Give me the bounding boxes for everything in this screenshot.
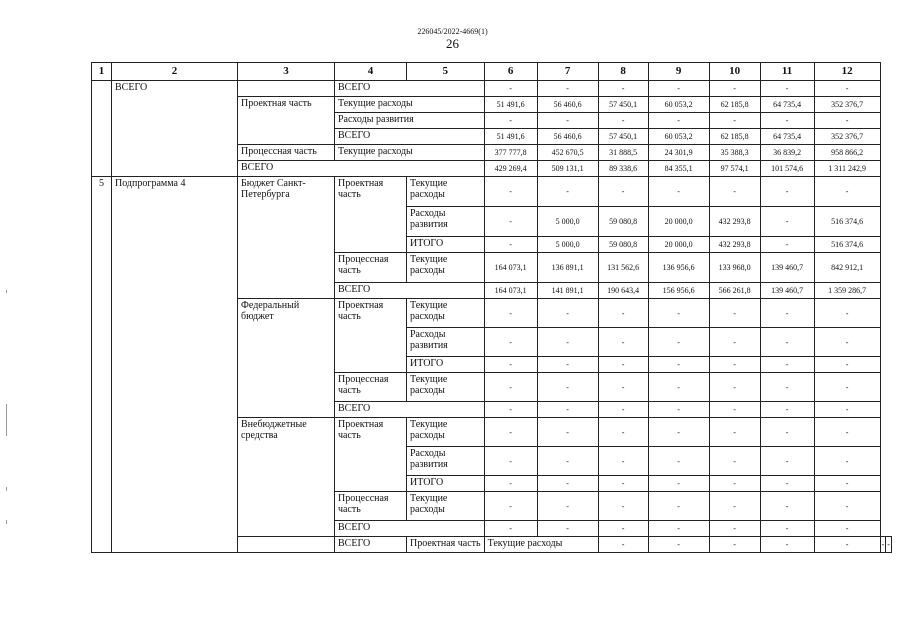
value-cell: - — [598, 81, 648, 97]
value-cell: - — [709, 81, 760, 97]
value-cell: 56 460,6 — [537, 129, 598, 145]
value-cell: - — [814, 177, 880, 207]
value-cell: - — [484, 492, 537, 521]
value-cell: 452 670,5 — [537, 145, 598, 161]
value-cell: - — [484, 373, 537, 402]
value-cell: - — [484, 402, 537, 418]
table-row — [92, 177, 892, 207]
value-cell: 59 080,8 — [598, 207, 648, 237]
col-header: 9 — [648, 63, 709, 81]
budget-table — [91, 62, 892, 553]
col-header: 12 — [814, 63, 880, 81]
value-cell: - — [598, 373, 648, 402]
value-cell: 432 293,8 — [709, 207, 760, 237]
value-cell: - — [648, 373, 709, 402]
expense-type: Текущие расходы — [407, 418, 485, 447]
value-cell: - — [709, 476, 760, 492]
value-cell: - — [598, 476, 648, 492]
value-cell: - — [760, 492, 814, 521]
part-label: Проектная часть — [335, 418, 407, 492]
value-cell: 101 574,6 — [760, 161, 814, 177]
col-header: 8 — [598, 63, 648, 81]
value-cell: - — [709, 113, 760, 129]
value-cell: 57 450,1 — [598, 97, 648, 113]
value-cell: - — [648, 113, 709, 129]
value-cell: 5 000,0 — [537, 237, 598, 253]
expense-type: Текущие расходы — [484, 537, 598, 553]
col-header: 3 — [238, 63, 335, 81]
expense-type: ВСЕГО — [335, 402, 485, 418]
value-cell: - — [598, 299, 648, 328]
value-cell: - — [814, 402, 880, 418]
expense-type: Расходы развития — [407, 207, 485, 237]
value-cell: - — [537, 357, 598, 373]
value-cell: - — [814, 357, 880, 373]
expense-type: Текущие расходы — [407, 373, 485, 402]
value-cell: - — [760, 521, 814, 537]
col-header: 2 — [112, 63, 238, 81]
part-label: Процессная часть — [335, 492, 407, 521]
value-cell: 190 643,4 — [598, 283, 648, 299]
value-cell: - — [537, 299, 598, 328]
value-cell: - — [760, 207, 814, 237]
part-label: Процессная часть — [335, 253, 407, 283]
col-header: 1 — [92, 63, 112, 81]
value-cell: 377 777,8 — [484, 145, 537, 161]
value-cell: - — [598, 328, 648, 357]
col-header: 11 — [760, 63, 814, 81]
expense-type: ИТОГО — [407, 237, 485, 253]
value-cell: - — [709, 418, 760, 447]
value-cell: - — [760, 237, 814, 253]
value-cell: - — [709, 492, 760, 521]
value-cell: 62 185,8 — [709, 97, 760, 113]
value-cell: - — [484, 418, 537, 447]
value-cell: - — [484, 81, 537, 97]
value-cell: 84 355,1 — [648, 161, 709, 177]
value-cell: - — [760, 402, 814, 418]
value-cell: - — [648, 299, 709, 328]
value-cell: 352 376,7 — [814, 97, 880, 113]
value-cell: 20 000,0 — [648, 207, 709, 237]
value-cell: - — [760, 177, 814, 207]
value-cell: - — [709, 299, 760, 328]
value-cell: - — [760, 447, 814, 476]
value-cell: 36 839,2 — [760, 145, 814, 161]
value-cell: - — [814, 521, 880, 537]
expense-type: Текущие расходы — [335, 97, 485, 113]
value-cell: - — [709, 402, 760, 418]
value-cell: - — [760, 299, 814, 328]
value-cell: - — [760, 418, 814, 447]
value-cell: - — [648, 328, 709, 357]
value-cell: - — [814, 537, 880, 553]
value-cell: - — [880, 537, 886, 553]
part-label: Проектная часть — [335, 177, 407, 253]
value-cell: - — [709, 328, 760, 357]
part-label: Процессная часть — [335, 373, 407, 402]
value-cell: - — [648, 357, 709, 373]
value-cell: 57 450,1 — [598, 129, 648, 145]
value-cell: 509 131,1 — [537, 161, 598, 177]
empty-cell — [238, 81, 335, 97]
value-cell: - — [598, 521, 648, 537]
value-cell: 516 374,6 — [814, 237, 880, 253]
value-cell: 1 311 242,9 — [814, 161, 880, 177]
value-cell: 64 735,4 — [760, 97, 814, 113]
value-cell: - — [648, 81, 709, 97]
value-cell: 352 376,7 — [814, 129, 880, 145]
expense-type: ВСЕГО — [335, 283, 485, 299]
value-cell: 51 491,6 — [484, 129, 537, 145]
value-cell: - — [814, 113, 880, 129]
value-cell: - — [814, 492, 880, 521]
value-cell: - — [760, 537, 814, 553]
value-cell: - — [484, 521, 537, 537]
value-cell: - — [484, 299, 537, 328]
empty-cell — [238, 537, 335, 553]
value-cell: - — [648, 476, 709, 492]
expense-type: ИТОГО — [407, 476, 485, 492]
value-cell: - — [814, 418, 880, 447]
value-cell: - — [537, 373, 598, 402]
value-cell: 136 891,1 — [537, 253, 598, 283]
expense-type: Текущие расходы — [407, 253, 485, 283]
value-cell: - — [537, 177, 598, 207]
expense-type: ВСЕГО — [335, 521, 485, 537]
value-cell: 56 460,6 — [537, 97, 598, 113]
page-number: 26 — [446, 36, 459, 51]
value-cell: 139 460,7 — [760, 283, 814, 299]
value-cell: - — [484, 177, 537, 207]
value-cell: 156 956,6 — [648, 283, 709, 299]
value-cell: - — [484, 113, 537, 129]
value-cell: 60 053,2 — [648, 129, 709, 145]
expense-type: Текущие расходы — [335, 145, 485, 161]
value-cell: - — [648, 492, 709, 521]
value-cell: 31 888,5 — [598, 145, 648, 161]
value-cell: 97 574,1 — [709, 161, 760, 177]
budget-source: Бюджет Санкт-Петербурга — [238, 177, 335, 299]
value-cell: - — [760, 357, 814, 373]
value-cell: - — [709, 447, 760, 476]
document-id: 226045/2022-4669(1) — [417, 27, 488, 36]
value-cell: 24 301,9 — [648, 145, 709, 161]
value-cell: 136 956,6 — [648, 253, 709, 283]
value-cell: - — [598, 177, 648, 207]
value-cell: - — [484, 476, 537, 492]
part-label: Проектная часть — [335, 299, 407, 373]
budget-source: Внебюджетные средства — [238, 418, 335, 537]
value-cell: - — [814, 373, 880, 402]
program-cell: ВСЕГО — [112, 81, 238, 177]
value-cell: - — [537, 492, 598, 521]
value-cell: - — [760, 476, 814, 492]
expense-type: Расходы развития — [335, 113, 485, 129]
value-cell: - — [537, 113, 598, 129]
value-cell: - — [648, 177, 709, 207]
value-cell: - — [484, 328, 537, 357]
expense-type: Текущие расходы — [407, 492, 485, 521]
value-cell: - — [537, 328, 598, 357]
column-header-row — [92, 63, 892, 81]
program-name: ВСЕГО — [335, 537, 407, 553]
row-number: 5 — [92, 177, 112, 553]
value-cell: - — [814, 81, 880, 97]
value-cell: 60 053,2 — [648, 97, 709, 113]
margin-mark — [6, 520, 7, 524]
value-cell: 20 000,0 — [648, 237, 709, 253]
value-cell: 842 912,1 — [814, 253, 880, 283]
value-cell: - — [598, 402, 648, 418]
value-cell: - — [537, 447, 598, 476]
program-name: Подпрограмма 4 — [112, 177, 238, 553]
value-cell: 5 000,0 — [537, 207, 598, 237]
value-cell: - — [886, 537, 892, 553]
expense-type: ИТОГО — [407, 357, 485, 373]
value-cell: - — [814, 447, 880, 476]
value-cell: - — [709, 521, 760, 537]
part-label: Проектная часть — [407, 537, 485, 553]
value-cell: - — [648, 537, 709, 553]
value-cell: 35 388,3 — [709, 145, 760, 161]
value-cell: - — [760, 113, 814, 129]
col-header: 5 — [407, 63, 485, 81]
value-cell: - — [598, 447, 648, 476]
expense-type: Текущие расходы — [407, 299, 485, 328]
col-header: 6 — [484, 63, 537, 81]
value-cell: - — [760, 81, 814, 97]
value-cell: 164 073,1 — [484, 283, 537, 299]
value-cell: - — [648, 418, 709, 447]
value-cell: 139 460,7 — [760, 253, 814, 283]
expense-type: ВСЕГО — [238, 161, 485, 177]
col-header: 7 — [537, 63, 598, 81]
col-header: 4 — [335, 63, 407, 81]
part-label: Проектная часть — [238, 97, 335, 145]
budget-source: Федеральный бюджет — [238, 299, 335, 418]
value-cell: 64 735,4 — [760, 129, 814, 145]
expense-type: Текущие расходы — [407, 177, 485, 207]
table-row — [92, 81, 892, 97]
value-cell: - — [598, 492, 648, 521]
margin-mark — [6, 290, 7, 293]
value-cell: 89 338,6 — [598, 161, 648, 177]
value-cell: - — [484, 207, 537, 237]
value-cell: 429 269,4 — [484, 161, 537, 177]
value-cell: 958 866,2 — [814, 145, 880, 161]
value-cell: - — [484, 357, 537, 373]
value-cell: - — [598, 357, 648, 373]
value-cell: - — [484, 237, 537, 253]
expense-type: ВСЕГО — [335, 81, 485, 97]
value-cell: - — [814, 328, 880, 357]
col-header: 10 — [709, 63, 760, 81]
value-cell: 164 073,1 — [484, 253, 537, 283]
row-number-cell — [92, 81, 112, 177]
value-cell: - — [537, 402, 598, 418]
value-cell: 141 891,1 — [537, 283, 598, 299]
value-cell: - — [814, 476, 880, 492]
value-cell: - — [537, 81, 598, 97]
value-cell: - — [598, 537, 648, 553]
value-cell: - — [537, 418, 598, 447]
value-cell: 59 080,8 — [598, 237, 648, 253]
value-cell: - — [484, 447, 537, 476]
value-cell: 133 968,0 — [709, 253, 760, 283]
value-cell: 51 491,6 — [484, 97, 537, 113]
value-cell: 62 185,8 — [709, 129, 760, 145]
value-cell: - — [709, 373, 760, 402]
value-cell: - — [648, 521, 709, 537]
value-cell: - — [648, 402, 709, 418]
value-cell: 432 293,8 — [709, 237, 760, 253]
margin-mark — [6, 487, 7, 491]
value-cell: 516 374,6 — [814, 207, 880, 237]
value-cell: 131 562,6 — [598, 253, 648, 283]
value-cell: 1 359 286,7 — [814, 283, 880, 299]
value-cell: - — [648, 447, 709, 476]
value-cell: - — [709, 537, 760, 553]
part-label: Процессная часть — [238, 145, 335, 161]
value-cell: - — [598, 113, 648, 129]
value-cell: - — [760, 328, 814, 357]
value-cell: 566 261,8 — [709, 283, 760, 299]
value-cell: - — [598, 418, 648, 447]
value-cell: - — [537, 476, 598, 492]
value-cell: - — [760, 373, 814, 402]
value-cell: - — [709, 177, 760, 207]
value-cell: - — [814, 299, 880, 328]
value-cell: - — [537, 521, 598, 537]
margin-mark — [6, 404, 7, 436]
expense-type: ВСЕГО — [335, 129, 485, 145]
value-cell: - — [709, 357, 760, 373]
expense-type: Расходы развития — [407, 447, 485, 476]
expense-type: Расходы развития — [407, 328, 485, 357]
